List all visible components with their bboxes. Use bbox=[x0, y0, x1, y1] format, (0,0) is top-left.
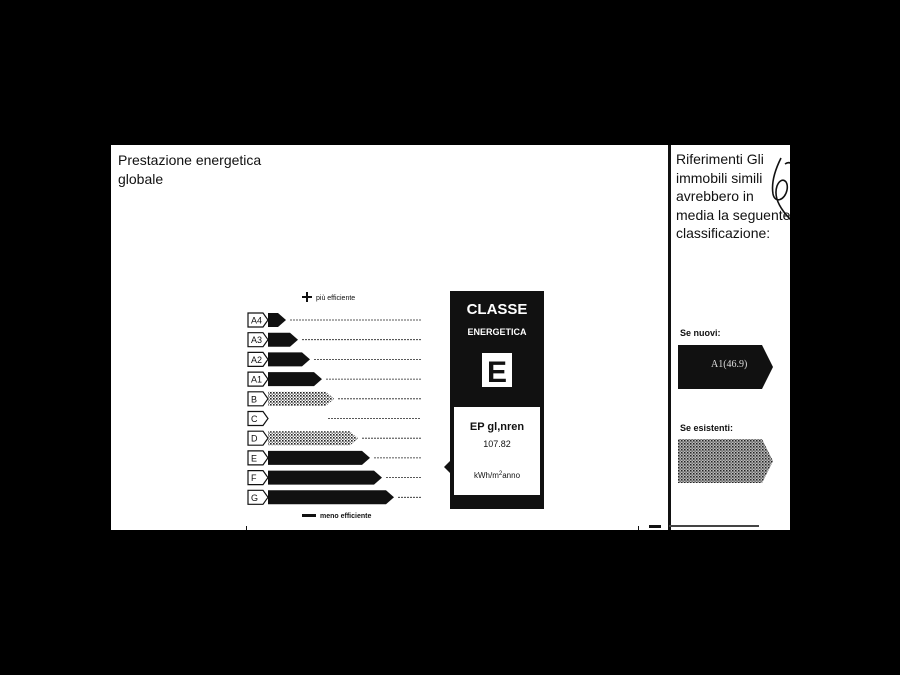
class-pointer bbox=[444, 461, 450, 473]
bottom-label: meno efficiente bbox=[320, 513, 372, 520]
main-title: Prestazione energetica globale bbox=[118, 152, 262, 187]
class-tag-label: D bbox=[251, 433, 258, 444]
class-box-subtitle: ENERGETICA bbox=[467, 327, 527, 337]
bottom-edge-mark bbox=[246, 526, 247, 530]
energy-certificate-page bbox=[111, 145, 790, 530]
class-tag-label: C bbox=[251, 414, 258, 424]
references-text: Riferimenti Gli immobili simili avrebbero in media la seguente classificazione: bbox=[676, 151, 790, 241]
class-row-g bbox=[248, 490, 421, 504]
existing-buildings-label: Se esistenti: bbox=[680, 423, 734, 433]
class-row-a3 bbox=[248, 333, 421, 347]
class-tag-label: G bbox=[251, 492, 259, 503]
class-tag-label: F bbox=[251, 473, 257, 484]
class-row-a4 bbox=[248, 313, 421, 327]
class-bar bbox=[268, 313, 286, 327]
ep-label: EP gl,nren bbox=[469, 421, 525, 433]
class-tag-label: A3 bbox=[251, 335, 263, 346]
class-row-e bbox=[248, 451, 421, 465]
class-tag-label: B bbox=[251, 394, 258, 405]
class-rows bbox=[248, 313, 421, 504]
new-buildings-value: A1(46.9) bbox=[711, 359, 748, 370]
class-bar bbox=[268, 490, 394, 504]
ep-value: 107.82 bbox=[483, 439, 511, 449]
ep-unit: kWh/$m^2anno$ bbox=[473, 471, 521, 480]
energy-class-chart bbox=[246, 287, 546, 527]
class-tag-label: A2 bbox=[251, 354, 263, 365]
class-row-d bbox=[248, 431, 421, 445]
class-row-b bbox=[248, 392, 421, 406]
class-box-title: CLASSE bbox=[466, 301, 528, 318]
minus-icon bbox=[302, 514, 316, 517]
class-tag-label: A4 bbox=[251, 315, 263, 326]
class-bar bbox=[268, 352, 310, 366]
bottom-edge-mark bbox=[638, 526, 639, 530]
class-box bbox=[444, 291, 544, 509]
class-bar bbox=[268, 333, 298, 347]
existing-buildings-arrow bbox=[678, 437, 773, 485]
plus-icon bbox=[302, 292, 312, 302]
energy-class-chart-svg bbox=[246, 287, 546, 527]
class-row-c bbox=[248, 412, 421, 426]
bottom-edge-fragment bbox=[649, 525, 769, 530]
top-label: più efficiente bbox=[316, 295, 356, 302]
class-bar bbox=[268, 451, 370, 465]
class-bar bbox=[268, 471, 382, 485]
class-bar bbox=[268, 372, 322, 386]
class-tag-label: A1 bbox=[251, 374, 263, 385]
class-bar bbox=[268, 392, 334, 406]
class-row-a2 bbox=[248, 352, 421, 366]
class-tag-label: E bbox=[251, 453, 258, 464]
class-row-f bbox=[248, 471, 421, 485]
new-buildings-label: Se nuovi: bbox=[680, 328, 721, 338]
class-bar bbox=[268, 431, 358, 445]
class-row-a1 bbox=[248, 372, 421, 386]
class-letter: E bbox=[486, 356, 508, 389]
column-divider bbox=[668, 145, 671, 530]
